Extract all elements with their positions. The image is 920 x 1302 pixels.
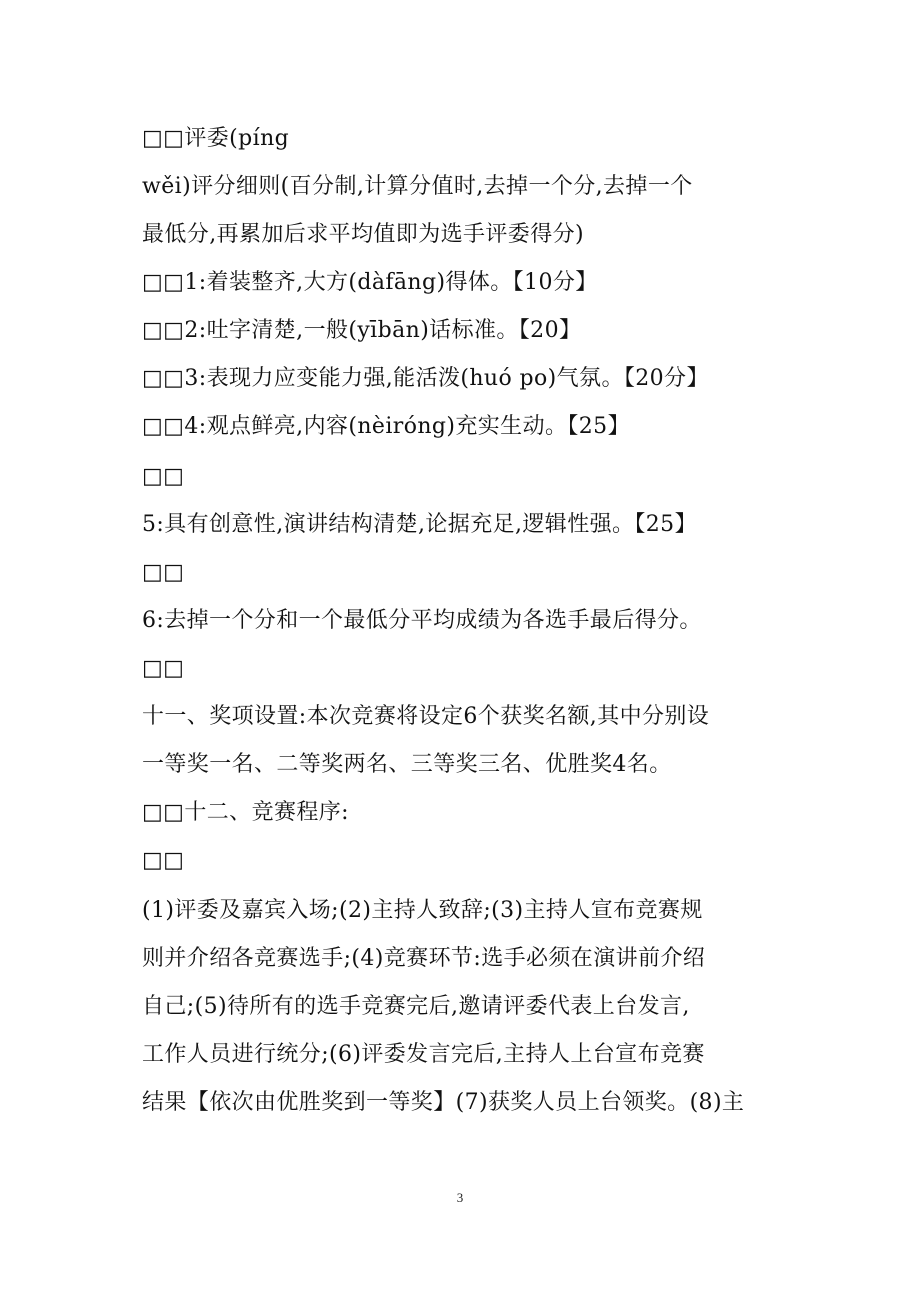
text-line: □□3:表现力应变能力强,能活泼(huó po)气氛。【20分】	[142, 366, 709, 391]
text-line: □□评委(píng	[142, 126, 290, 151]
text-line: 自己;(5)待所有的选手竞赛完后,邀请评委代表上台发言,	[142, 994, 690, 1019]
text-line: 最低分,再累加后求平均值即为选手评委得分)	[142, 222, 584, 247]
text-line: 5:具有创意性,演讲结构清楚,论据充足,逻辑性强。【25】	[142, 512, 697, 537]
text-line: 十一、奖项设置:本次竞赛将设定6个获奖名额,其中分别设	[142, 704, 710, 729]
text-line: □□十二、竞赛程序:	[142, 800, 349, 825]
text-line: □□	[142, 656, 185, 681]
text-line: 结果【依次由优胜奖到一等奖】(7)获奖人员上台领奖。(8)主	[142, 1090, 745, 1115]
text-line: □□	[142, 560, 185, 585]
text-line: 一等奖一名、二等奖两名、三等奖三名、优胜奖4名。	[142, 752, 672, 777]
text-line: □□4:观点鲜亮,内容(nèiróng)充实生动。【25】	[142, 414, 630, 439]
text-line: 则并介绍各竞赛选手;(4)竞赛环节:选手必须在演讲前介绍	[142, 946, 706, 971]
text-line: □□	[142, 464, 185, 489]
text-line: □□	[142, 848, 185, 873]
text-line: (1)评委及嘉宾入场;(2)主持人致辞;(3)主持人宣布竞赛规	[142, 898, 703, 923]
page-number: 3	[456, 1190, 464, 1205]
text-line: 6:去掉一个分和一个最低分平均成绩为各选手最后得分。	[142, 608, 702, 633]
text-line: 工作人员进行统分;(6)评委发言完后,主持人上台宣布竞赛	[142, 1042, 705, 1067]
text-line: □□1:着装整齐,大方(dàfāng)得体。【10分】	[142, 270, 598, 295]
text-line: □□2:吐字清楚,一般(yībān)话标准。【20】	[142, 318, 582, 343]
text-line: wěi)评分细则(百分制,计算分值时,去掉一个分,去掉一个	[142, 174, 693, 199]
